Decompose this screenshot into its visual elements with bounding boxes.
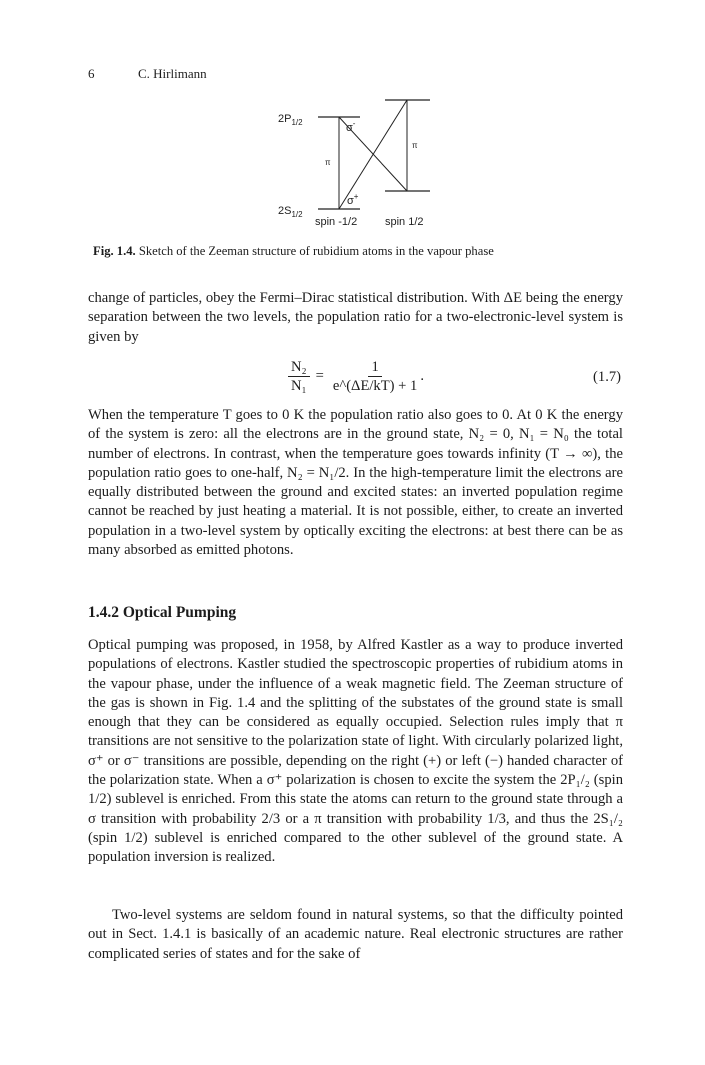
eq-rhs-den: e^(ΔE/kT) + 1 <box>332 378 418 394</box>
caption-label: Fig. 1.4. <box>93 244 136 258</box>
paragraph-2: When the temperature T goes to 0 K the population ratio also goes to 0. At 0 K the energy of the system is zero: all the electrons are in the ground state, N₂ = 0, N₁ = N₀ the total number of electrons. In contrast, when the temperature goes towards infinity (T → ∞), the population ratio goes to one-half, N₂ = N₁/2. In the high-temperature limit the electrons are equally distributed between the ground and excited states: an inverted population regime cannot be reached by just heating a material. It is not possible, either, to create an inverted population in a two-level system by optically exciting the electrons: at best there can be as many absorbed as emitted photons. <box>88 407 623 559</box>
figure-caption <box>93 244 633 259</box>
eq-rhs-fraction <box>330 358 420 395</box>
equation-body <box>288 358 424 395</box>
label-sigma-minus: σ- <box>346 119 356 134</box>
page-number: 6 <box>88 66 95 81</box>
eq-lhs-num: N₂ <box>288 358 310 377</box>
equation-1-7 <box>88 358 623 404</box>
paragraph-4: Two-level systems are seldom found in natural systems, so that the difficulty pointed out in Sect. 1.4.1 is basically of an academic nature. Real electronic structures are rather complicated series of states and for the sake of <box>88 907 623 962</box>
label-2s: $2S_{1/2}$ <box>278 205 303 219</box>
caption-text: Sketch of the Zeeman structure of rubidium atoms in the vapour phase <box>135 244 494 258</box>
eq-period: . <box>420 368 424 384</box>
running-author: C. Hirlimann <box>138 66 207 81</box>
label-sigma-plus: σ+ <box>347 192 359 207</box>
paragraph-3: Optical pumping was proposed, in 1958, by Alfred Kastler as a way to produce inverted populations of electrons. Kastler studied the spectroscopic properties of rubidium atoms in the vapour phase, under the influence of a weak magnetic field. The Zeeman structure of the gas is shown in Fig. 1.4 and the splitting of the substates of the ground state is small enough that they can be considered as equally occupied. Selection rules imply that π transitions are not sensitive to the polarization state of light. With circularly polarized light, σ⁺ or σ⁻ transitions are possible, depending on the right (+) or left (−) handed character of the polarization state. When a σ⁺ polarization is chosen to excite the system the 2P₁/₂ (spin 1/2) sublevel is enriched. From this state the atoms can return to the ground state through a σ transition with probability 2/3 or a π transition with probability 1/3, and thus the 2S₁/₂ (spin 1/2) sublevel is enriched compared to the other sublevel of the ground state. A population inversion is realized. <box>88 637 623 866</box>
zeeman-figure <box>270 92 450 232</box>
label-2p: $2P_{1/2}$ <box>278 113 303 127</box>
section-heading: 1.4.2 Optical Pumping <box>88 604 237 621</box>
eq-lhs-fraction <box>288 358 310 395</box>
label-spin-right: spin 1/2 <box>385 216 424 228</box>
zeeman-diagram <box>270 92 450 232</box>
transition-sigma-plus <box>339 100 407 209</box>
label-spin-left: spin -1/2 <box>315 216 358 228</box>
equation-number: (1.7) <box>593 369 621 385</box>
eq-lhs-den: N₁ <box>291 378 307 394</box>
label-pi-left: π <box>325 158 331 167</box>
running-header <box>88 66 207 82</box>
eq-rhs-num: 1 <box>368 358 381 377</box>
eq-equals: = <box>315 368 324 384</box>
paragraph-1: change of particles, obey the Fermi–Dirac statistical distribution. With ΔE being the energy separation between the two levels, the population ratio for a two-electronic-level system is given by <box>88 290 623 345</box>
label-pi-right: π <box>412 141 418 150</box>
